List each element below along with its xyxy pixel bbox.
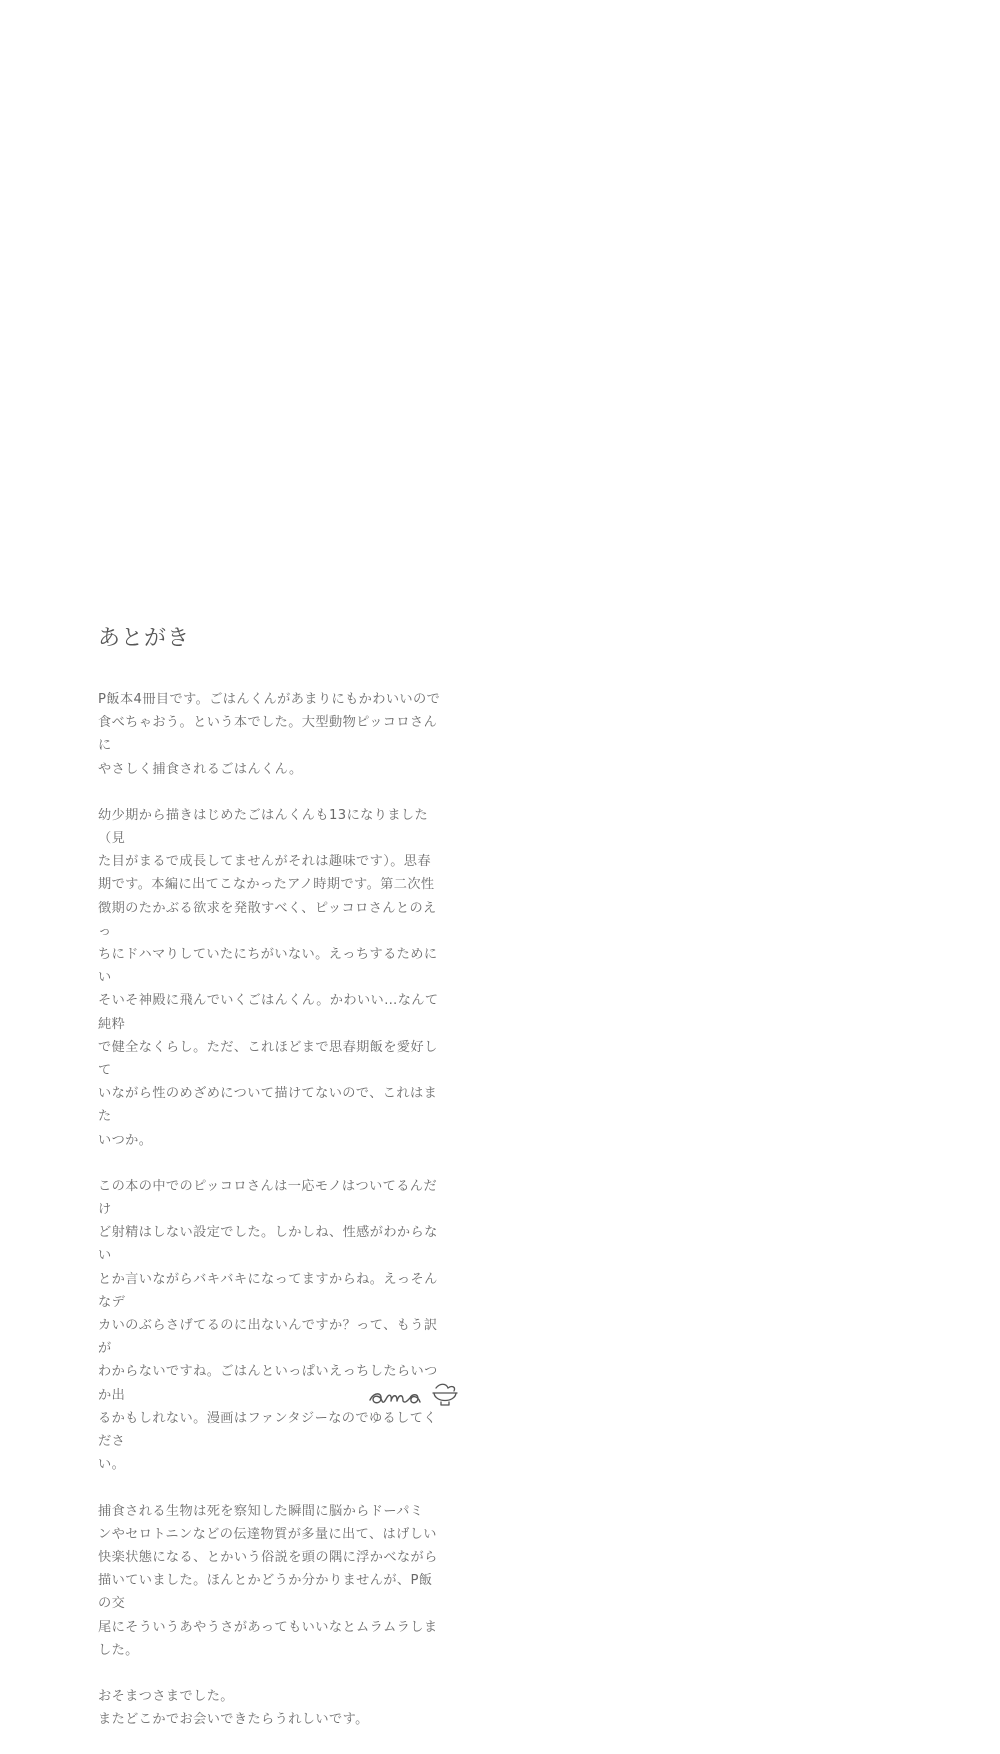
author-signature — [366, 1374, 466, 1414]
rice-bowl-icon — [433, 1384, 457, 1405]
afterword-heading: あとがき — [98, 626, 191, 651]
afterword-paragraph-1: P飯本4冊目です。ごはんくんがあまりにもかわいいので 食べちゃおう。という本でした。大型動物ピッコロさんに やさしく捕食されるごはんくん。 — [98, 692, 441, 777]
afterword-paragraph-3: この本の中でのピッコロさんは一応モノはついてるんだけ ど射精はしない設定でした。しかしね、性感がわからない とか言いながらバキバキになってますからね。えっそんなデ カいのぶらさげてるのに出ないんですか？って、もう訳が わからないですね。ごはんといっぱいえっちしたらいつか出 るかもしれない。漫画はファンタジーなのでゆるしてくださ い。 — [98, 1178, 438, 1473]
afterword-paragraph-4: 捕食される生物は死を察知した瞬間に脳からドーパミ ンやセロトニンなどの伝達物質が多量に出て、はげしい 快楽状態になる、とかいう俗説を頭の隅に浮かべながら 描いていました。ほんとかどうか分かりませんが、P飯の交 尾にそういうあやうさがあってもいいなとムラムラしました。 — [98, 1503, 438, 1658]
afterword-paragraph-5: おそまつさまでした。 またどこかでお会いできたらうれしいです。 — [98, 1688, 369, 1728]
afterword-paragraph-2: 幼少期から描きはじめたごはんくんも13になりました（見 た目がまるで成長してませんがそれは趣味です）。思春 期です。本編に出てこなかったアノ時期です。第二次性 徴期のたかぶる欲求を発散すべく、ピッコロさんとのえっ ちにドハマりしていたにちがいない。えっちするためにい そいそ神殿に飛んでいくごはんくん。かわいい…なんて純粋 で健全なくらし。ただ、これほどまで思春期飯を愛好して いながら性のめざめについて描けてないので、これはまた いつか。 — [98, 807, 439, 1148]
afterword-section — [98, 624, 443, 1754]
signature-drawing — [366, 1374, 466, 1414]
